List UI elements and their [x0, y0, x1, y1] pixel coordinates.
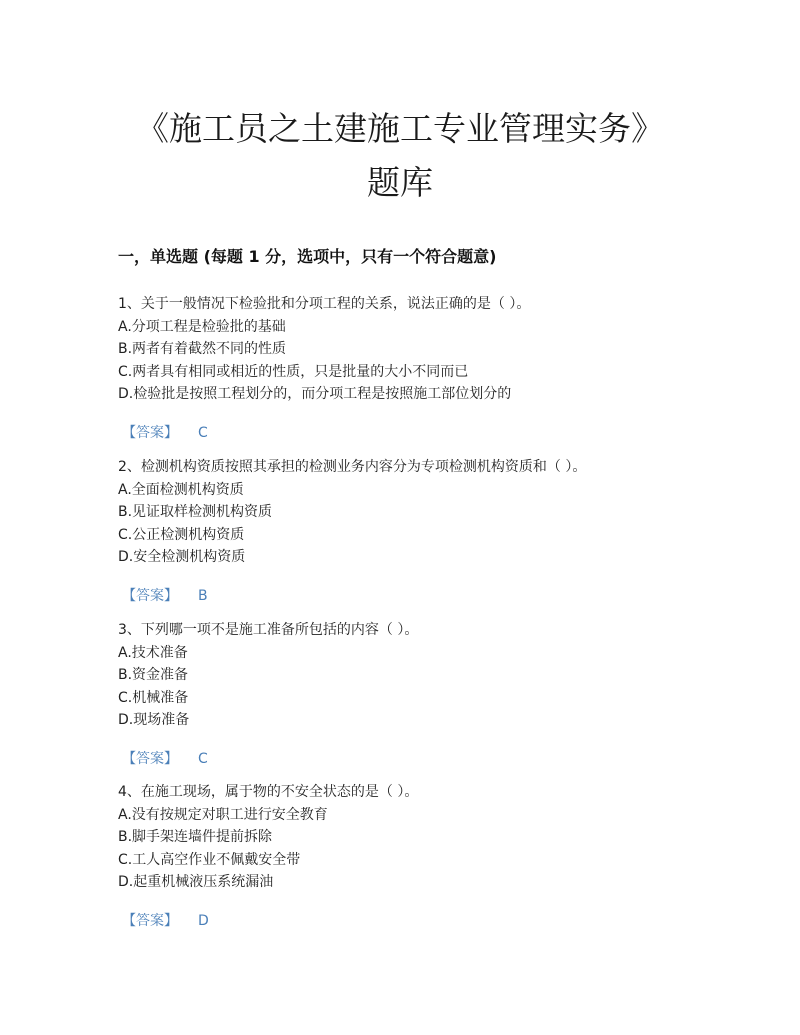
question-3: [118, 619, 718, 770]
question-stem: 2、检测机构资质按照其承担的检测业务内容分为专项检测机构资质和（ ）。: [118, 459, 587, 475]
option-b: B.两者有着截然不同的性质: [118, 341, 287, 357]
option-a: A.全面检测机构资质: [118, 481, 244, 498]
answer-row: [118, 910, 718, 932]
answer-value: B: [198, 587, 208, 604]
answer-label: 【答案】: [122, 587, 178, 604]
answer-value: D: [198, 912, 209, 929]
option-c: C.两者具有相同或相近的性质，只是批量的大小不同而已: [118, 363, 469, 380]
option-b: B.资金准备: [118, 667, 189, 683]
option-c: C.公正检测机构资质: [118, 526, 245, 543]
option-c: C.工人高空作业不佩戴安全带: [118, 851, 301, 868]
question-2: [118, 456, 718, 607]
section-heading: 一，单选题 (每题 1 分，选项中，只有一个符合题意): [118, 247, 497, 266]
answer-value: C: [198, 750, 208, 767]
answer-label: 【答案】: [122, 912, 178, 929]
answer-row: [118, 585, 718, 607]
answer-label: 【答案】: [122, 750, 178, 767]
answer-value: C: [198, 424, 208, 441]
option-b: B.脚手架连墙件提前拆除: [118, 829, 273, 845]
question-4: [118, 781, 718, 932]
option-d: D.安全检测机构资质: [118, 549, 246, 565]
option-d: D.检验批是按照工程划分的，而分项工程是按照施工部位划分的: [118, 386, 512, 402]
option-a: A.没有按规定对职工进行安全教育: [118, 806, 328, 823]
document-title: 《施工员之土建施工专业管理实务》: [136, 109, 664, 148]
option-a: A.分项工程是检验批的基础: [118, 318, 286, 335]
option-d: D.起重机械液压系统漏油: [118, 874, 274, 890]
answer-row: [118, 748, 718, 770]
question-stem: 4、在施工现场，属于物的不安全状态的是（ ）。: [118, 784, 419, 800]
option-b: B.见证取样检测机构资质: [118, 504, 273, 520]
question-1: [118, 293, 718, 444]
answer-row: [118, 422, 718, 444]
option-d: D.现场准备: [118, 712, 190, 728]
option-a: A.技术准备: [118, 644, 188, 661]
option-c: C.机械准备: [118, 689, 189, 706]
answer-label: 【答案】: [122, 424, 178, 441]
question-stem: 1、关于一般情况下检验批和分项工程的关系，说法正确的是（ ）。: [118, 296, 531, 312]
question-stem: 3、下列哪一项不是施工准备所包括的内容（ ）。: [118, 622, 419, 638]
document-subtitle: 题库: [367, 163, 433, 202]
